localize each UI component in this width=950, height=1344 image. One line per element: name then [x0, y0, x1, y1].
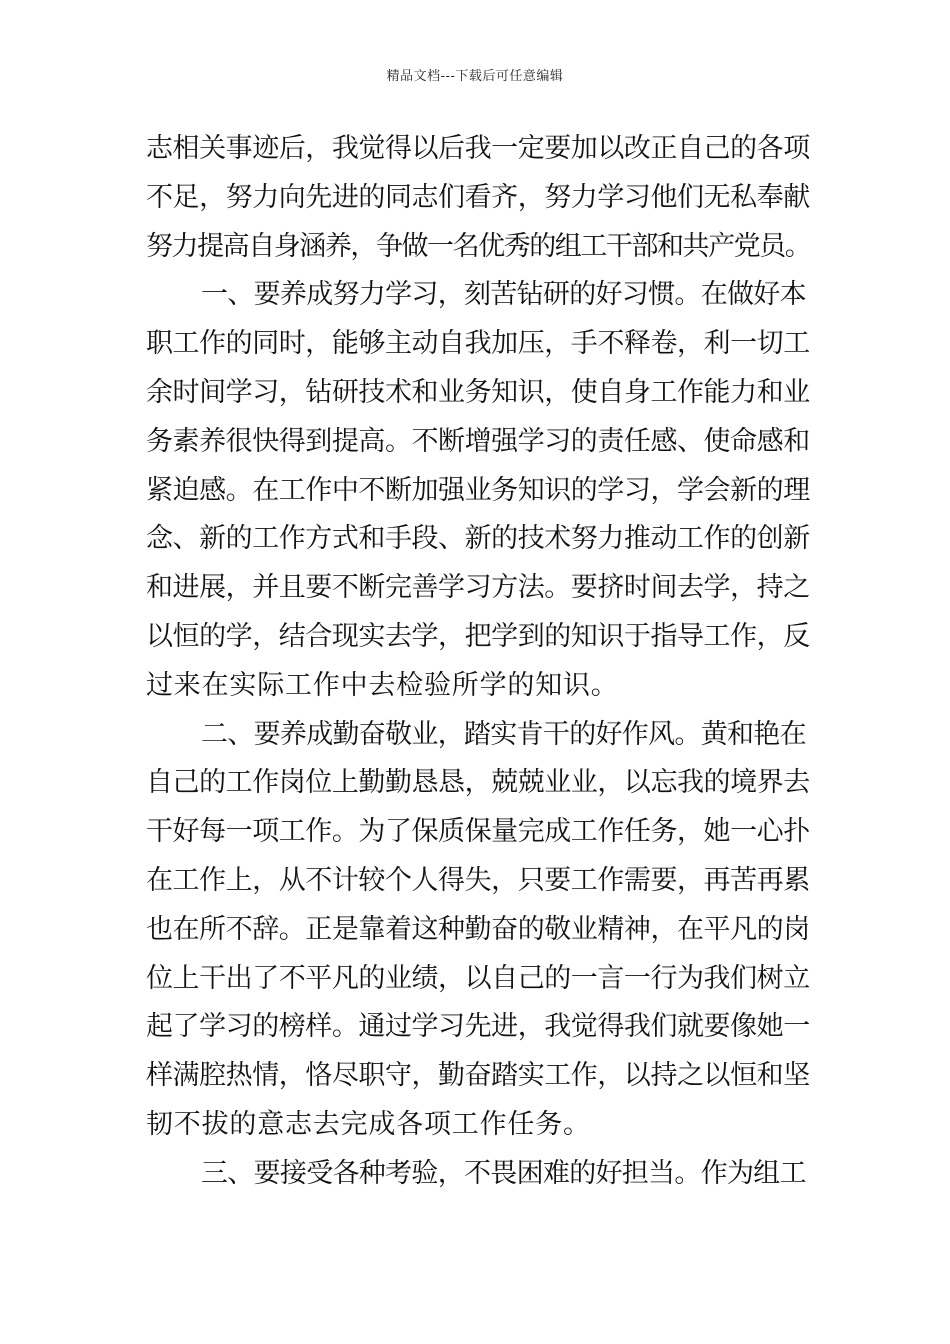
- text-line: 念、新的工作方式和手段、新的技术努力推动工作的创新: [146, 523, 810, 555]
- text-line: 过来在实际工作中去检验所学的知识。: [146, 669, 619, 701]
- text-line: 紧迫感。在工作中不断加强业务知识的学习，学会新的理: [146, 474, 810, 506]
- paragraph-start-line: 二、要养成勤奋敬业，踏实肯干的好作风。黄和艳在: [201, 718, 806, 750]
- text-line: 以恒的学，结合现实去学，把学到的知识于指导工作，反: [146, 620, 810, 652]
- paragraph-start-line: 三、要接受各种考验，不畏困难的好担当。作为组工: [201, 1157, 806, 1189]
- text-line: 韧不拔的意志去完成各项工作任务。: [146, 1108, 591, 1140]
- text-line: 余时间学习，钻研技术和业务知识，使自身工作能力和业: [146, 376, 810, 408]
- text-line: 在工作上，从不计较个人得失，只要工作需要，再苦再累: [146, 864, 810, 896]
- document-body: [146, 125, 810, 1199]
- text-line: 努力提高自身涵养，争做一名优秀的组工干部和共产党员。: [146, 230, 811, 262]
- text-line: 不足，努力向先进的同志们看齐，努力学习他们无私奉献: [146, 181, 810, 213]
- paragraph-start-line: 一、要养成努力学习，刻苦钻研的好习惯。在做好本: [201, 279, 806, 311]
- text-line: 起了学习的榜样。通过学习先进，我觉得我们就要像她一: [146, 1011, 810, 1043]
- text-line: 志相关事迹后，我觉得以后我一定要加以改正自己的各项: [146, 133, 810, 164]
- text-line: 干好每一项工作。为了保质保量完成工作任务，她一心扑: [146, 816, 810, 848]
- text-line: 和进展，并且要不断完善学习方法。要挤时间去学，持之: [146, 572, 810, 604]
- text-line: 职工作的同时，能够主动自我加压，手不释卷，利一切工: [146, 328, 810, 360]
- text-line: 也在所不辞。正是靠着这种勤奋的敬业精神，在平凡的岗: [146, 913, 810, 945]
- text-line: 自己的工作岗位上勤勤恳恳，兢兢业业，以忘我的境界去: [146, 767, 810, 799]
- text-line: 位上干出了不平凡的业绩，以自己的一言一行为我们树立: [146, 962, 810, 994]
- page-header: 精品文档---下载后可任意编辑: [386, 69, 564, 84]
- text-line: 样满腔热情，恪尽职守，勤奋踏实工作，以持之以恒和坚: [146, 1060, 810, 1092]
- text-line: 务素养很快得到提高。不断增强学习的责任感、使命感和: [146, 425, 810, 457]
